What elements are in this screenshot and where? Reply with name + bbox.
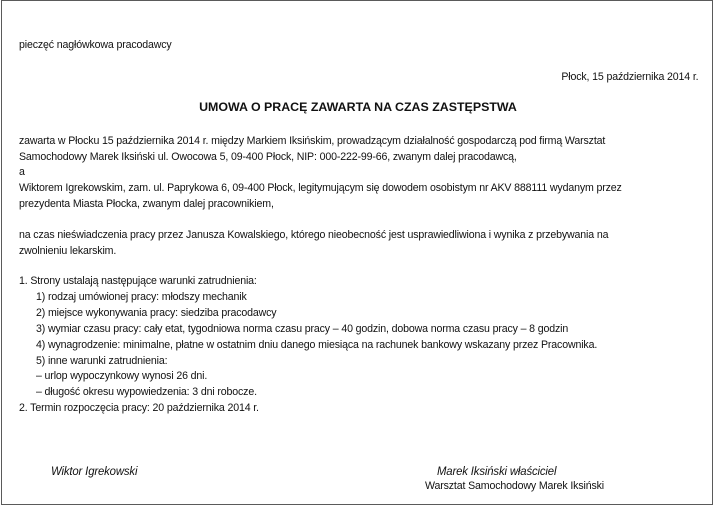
intro-conjunction: a bbox=[19, 166, 25, 178]
document-title: UMOWA O PRACĘ ZAWARTA NA CZAS ZASTĘPSTWA bbox=[199, 100, 517, 114]
employer-company: Warsztat Samochodowy Marek Iksiński bbox=[425, 480, 604, 492]
term-item-1: 1) rodzaj umówionej pracy: młodszy mechanik bbox=[36, 291, 247, 303]
intro-line-4: prezydenta Miasta Płocka, zwanym dalej pracownikiem, bbox=[19, 198, 274, 210]
term-subitem-1: – urlop wypoczynkowy wynosi 26 dni. bbox=[36, 370, 208, 382]
employer-signature: Marek Iksiński właściciel bbox=[437, 464, 557, 478]
substitution-line-2: zwolnieniu lekarskim. bbox=[19, 245, 117, 257]
term-item-4: 4) wynagrodzenie: minimalne, płatne w ostatnim dniu danego miesiąca na rachunek bankowy wskazany przez Pracownika. bbox=[36, 339, 598, 351]
intro-line-3: Wiktorem Igrekowskim, zam. ul. Paprykowa 6, 09-400 Płock, legitymującym się dowodem osobistym nr AKV 888111 wydanym przez bbox=[19, 182, 622, 194]
place-and-date: Płock, 15 października 2014 r. bbox=[560, 71, 698, 83]
employer-stamp-label: pieczęć nagłówkowa pracodawcy bbox=[19, 39, 172, 51]
term-subitem-2: – długość okresu wypowiedzenia: 3 dni robocze. bbox=[36, 386, 257, 398]
start-date-term: 2. Termin rozpoczęcia pracy: 20 października 2014 r. bbox=[19, 402, 259, 414]
document-page bbox=[1, 0, 713, 505]
intro-line-2: Samochodowy Marek Iksiński ul. Owocowa 5, 09-400 Płock, NIP: 000-222-99-66, zwanym dalej pracodawcą, bbox=[19, 151, 517, 163]
employee-signature: Wiktor Igrekowski bbox=[51, 464, 138, 478]
substitution-line-1: na czas nieświadczenia pracy przez Janusza Kowalskiego, którego nieobecność jest usprawiedliwiona i wynika z przebywania na bbox=[19, 229, 609, 241]
terms-heading: 1. Strony ustalają następujące warunki zatrudnienia: bbox=[19, 275, 257, 287]
term-item-2: 2) miejsce wykonywania pracy: siedziba pracodawcy bbox=[36, 307, 277, 319]
intro-line-1: zawarta w Płocku 15 października 2014 r. między Markiem Iksińskim, prowadzącym działalność gospodarczą pod firmą Warsztat bbox=[19, 135, 606, 147]
term-item-3: 3) wymiar czasu pracy: cały etat, tygodniowa norma czasu pracy – 40 godzin, dobowa norma czasu pracy – 8 godzin bbox=[36, 323, 569, 335]
term-item-5: 5) inne warunki zatrudnienia: bbox=[36, 355, 168, 367]
